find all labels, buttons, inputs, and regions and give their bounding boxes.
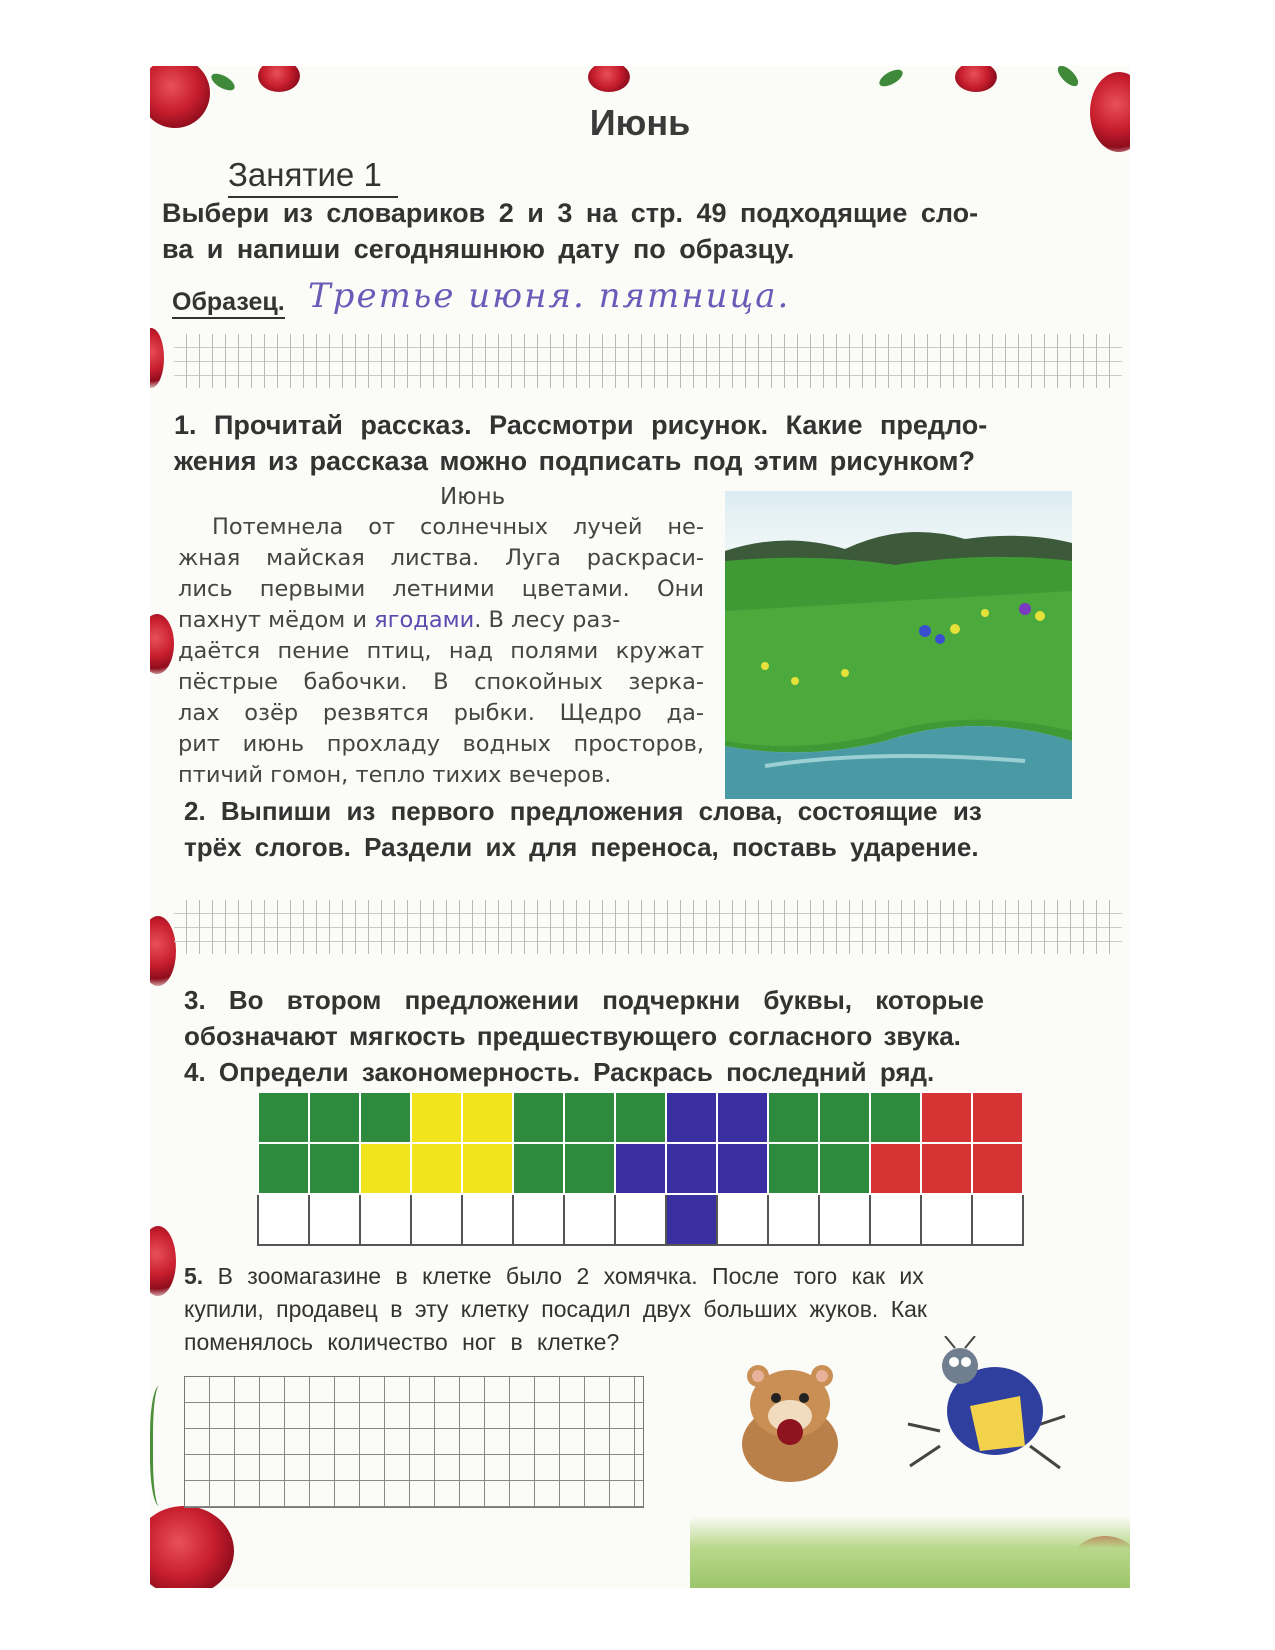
rose-decoration (150, 328, 164, 388)
grid-cell-colored (309, 1143, 360, 1194)
task-5-line-2: купили, продавец в эту клетку посадил двух больших жуков. Как (184, 1296, 927, 1322)
grid-cell-colored (972, 1092, 1023, 1143)
grid-cell-colored (921, 1143, 972, 1194)
grid-cell-empty[interactable] (921, 1194, 972, 1245)
leaf-decoration (209, 70, 238, 93)
grid-cell-colored (462, 1143, 513, 1194)
task-5-line-1 (184, 1263, 924, 1290)
grid-cell-empty[interactable] (360, 1194, 411, 1245)
grid-cell-empty[interactable] (411, 1194, 462, 1245)
grid-cell-empty[interactable] (258, 1194, 309, 1245)
story-line (178, 607, 704, 633)
task-3-line-2: обозначают мягкость предшествующего согласного звука. (184, 1021, 961, 1051)
story-line: птичий гомон, тепло тихих вечеров. (178, 762, 612, 788)
grid-cell-colored (870, 1092, 921, 1143)
answer-grid[interactable] (184, 1376, 644, 1508)
grid-cell-colored (819, 1092, 870, 1143)
grid-cell-empty[interactable] (564, 1194, 615, 1245)
grid-cell-colored (513, 1092, 564, 1143)
grid-cell-empty[interactable] (819, 1194, 870, 1245)
grass-decoration (690, 1516, 1130, 1588)
grid-cell-colored (513, 1143, 564, 1194)
intro-line-1: Выбери из словариков 2 и 3 на стр. 49 подходящие сло- (162, 198, 979, 228)
vine-decoration (150, 1386, 173, 1506)
grid-cell-colored (972, 1143, 1023, 1194)
grid-cell-colored (411, 1092, 462, 1143)
grid-cell-colored (666, 1092, 717, 1143)
task-5-line-3: поменялось количество ног в клетке? (184, 1329, 620, 1355)
story-line: лись первыми летними цветами. Они (178, 576, 704, 602)
sample-label: Образец. (172, 288, 285, 319)
story-title: Июнь (440, 484, 506, 510)
rose-decoration (150, 614, 174, 674)
grid-cell-colored (768, 1092, 819, 1143)
task-2-line-1: 2. Выпиши из первого предложения слова, состоящие из (184, 796, 982, 826)
grid-cell-colored (615, 1092, 666, 1143)
grid-cell-empty[interactable] (513, 1194, 564, 1245)
writing-lines[interactable] (174, 334, 1122, 388)
grid-cell-colored (717, 1092, 768, 1143)
grid-cell-colored (666, 1194, 717, 1245)
rose-decoration (955, 66, 997, 92)
story-line: Потемнела от солнечных лучей не- (212, 514, 704, 540)
task-1-line-1: 1. Прочитай рассказ. Рассмотри рисунок. Какие предло- (174, 410, 988, 440)
grid-cell-colored (921, 1092, 972, 1143)
task-5-number: 5. (184, 1263, 204, 1289)
task-5-text: В зоомагазине в клетке было 2 хомячка. После того как их (217, 1263, 924, 1289)
story-line: даётся пение птиц, над полями кружат (178, 638, 704, 664)
leaf-decoration (1055, 66, 1082, 89)
story-line: рит июнь прохладу водных просторов, (178, 731, 704, 757)
grid-cell-colored (462, 1092, 513, 1143)
rose-decoration (150, 916, 176, 986)
grid-cell-colored (258, 1143, 309, 1194)
grid-row (258, 1194, 1023, 1245)
workbook-page (150, 66, 1130, 1588)
task-4-line-1: 4. Определи закономерность. Раскрась последний ряд. (184, 1057, 935, 1087)
meadow-illustration (725, 491, 1072, 799)
story-line-start: пахнут мёдом и (178, 607, 375, 633)
grid-cell-empty[interactable] (717, 1194, 768, 1245)
story-line: пёстрые бабочки. В спокойных зерка- (178, 669, 704, 695)
grid-cell-empty[interactable] (870, 1194, 921, 1245)
task-3-line-1: 3. Во втором предложении подчеркни буквы, которые (184, 985, 984, 1015)
rose-decoration (588, 66, 630, 92)
grid-cell-colored (258, 1092, 309, 1143)
grid-cell-empty[interactable] (972, 1194, 1023, 1245)
writing-lines[interactable] (174, 900, 1122, 954)
story-line: жная майская листва. Луга раскраси- (178, 545, 704, 571)
grid-cell-colored (309, 1092, 360, 1143)
beetle-illustration (900, 1336, 1070, 1486)
rose-decoration (150, 1226, 176, 1296)
grid-cell-colored (411, 1143, 462, 1194)
rose-decoration (258, 66, 300, 92)
color-pattern-grid (257, 1091, 1024, 1246)
grid-cell-empty[interactable] (462, 1194, 513, 1245)
story-line: лах озёр резвятся рыбки. Щедро да- (178, 700, 704, 726)
grid-row (258, 1092, 1023, 1143)
grid-cell-colored (870, 1143, 921, 1194)
grid-cell-colored (564, 1143, 615, 1194)
grid-cell-empty[interactable] (768, 1194, 819, 1245)
grid-cell-empty[interactable] (615, 1194, 666, 1245)
grid-cell-empty[interactable] (309, 1194, 360, 1245)
task-1-line-2: жения из рассказа можно подписать под этим рисунком? (174, 446, 975, 476)
rose-decoration (150, 1506, 234, 1588)
sample-handwriting: Третье июня. пятница. (308, 276, 791, 316)
meadow-picture (725, 491, 1072, 799)
grid-cell-colored (819, 1143, 870, 1194)
grid-cell-colored (360, 1092, 411, 1143)
leaf-decoration (877, 66, 906, 89)
hamster-illustration (730, 1356, 850, 1486)
story-line-end: . В лесу раз- (474, 607, 621, 633)
highlighted-word: ягодами (374, 607, 475, 633)
grid-cell-colored (768, 1143, 819, 1194)
grid-cell-colored (615, 1143, 666, 1194)
task-2-line-2: трёх слогов. Раздели их для переноса, поставь ударение. (184, 832, 979, 862)
page-title: Июнь (589, 102, 691, 143)
intro-line-2: ва и напиши сегодняшнюю дату по образцу. (162, 234, 795, 264)
grid-cell-colored (360, 1143, 411, 1194)
grid-row (258, 1143, 1023, 1194)
grid-cell-colored (666, 1143, 717, 1194)
grid-cell-colored (564, 1092, 615, 1143)
grid-cell-colored (717, 1143, 768, 1194)
lesson-heading: Занятие 1 (228, 156, 398, 198)
